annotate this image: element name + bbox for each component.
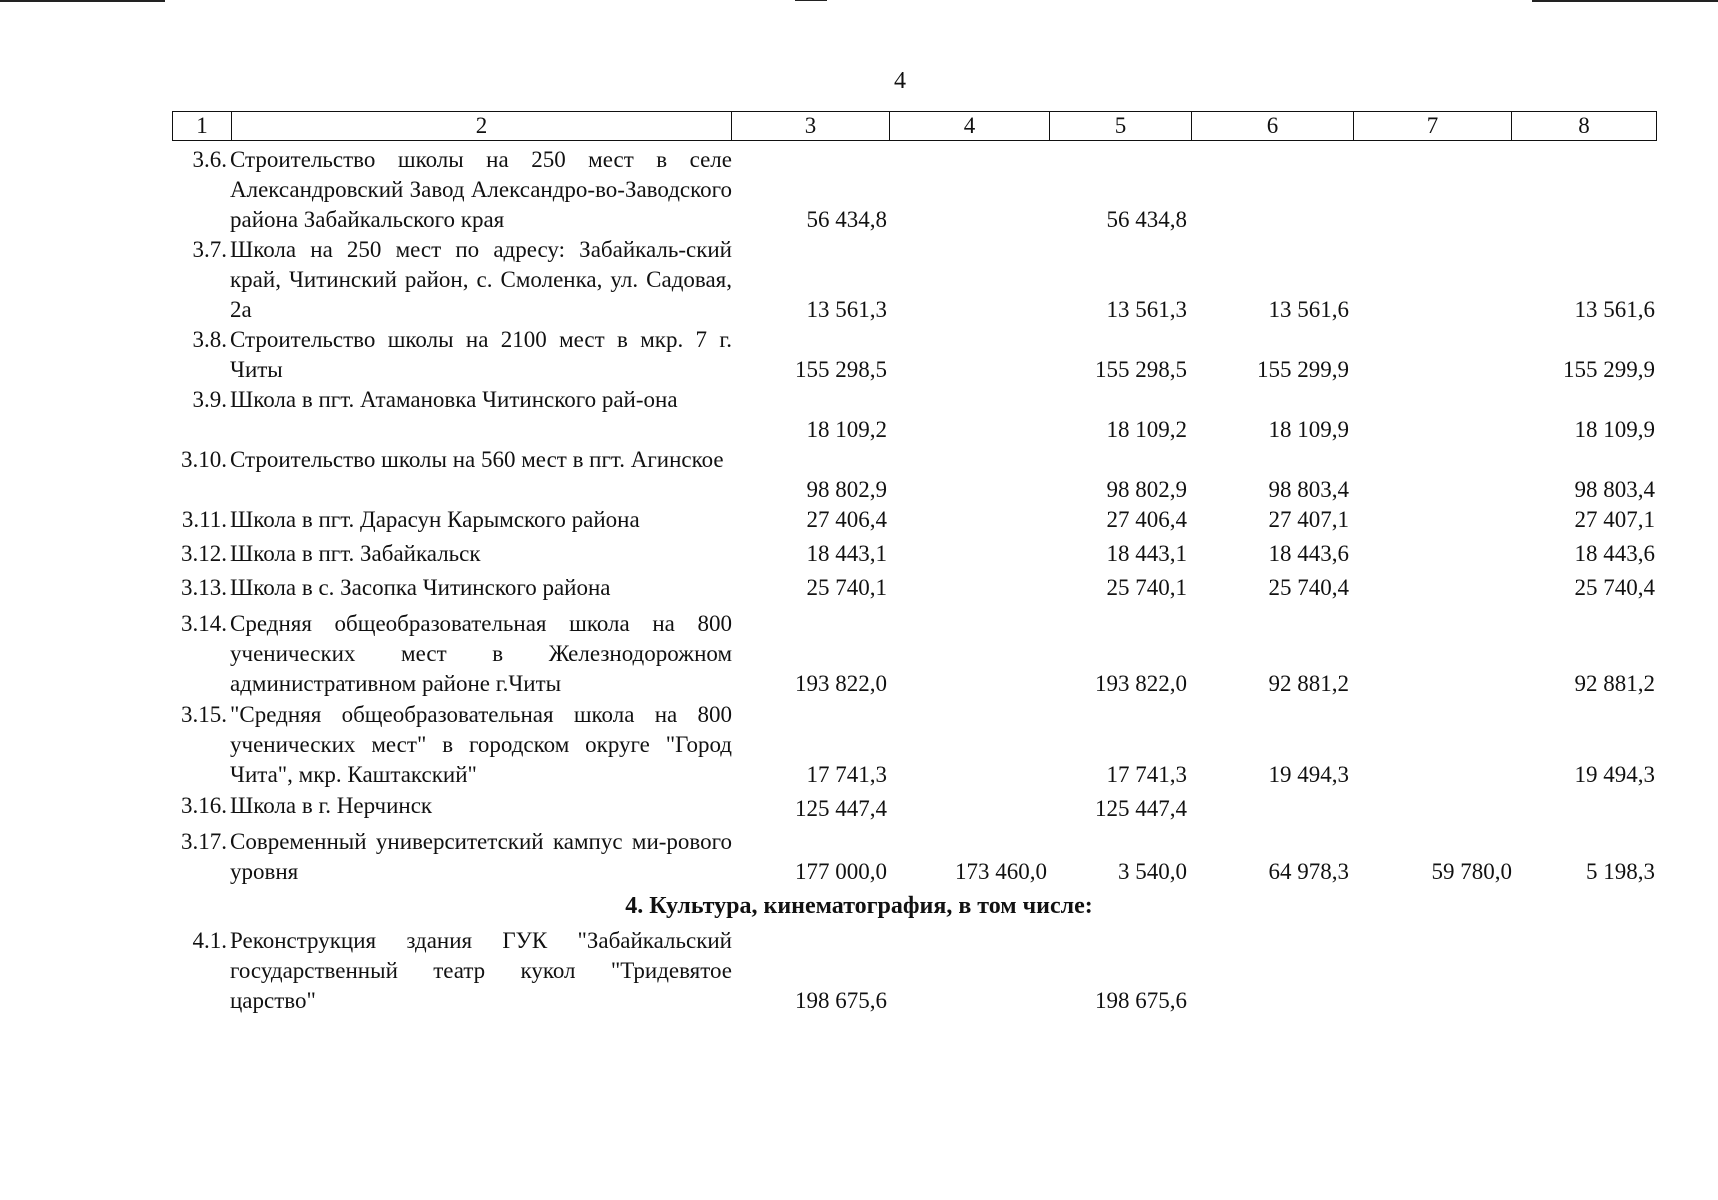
- cell-col-8: 98 803,4: [1574, 477, 1655, 502]
- row-title: Школа в пгт. Атамановка Читинского рай-она: [230, 387, 678, 412]
- cell-col-3: 13 561,3: [806, 297, 887, 322]
- cell-col-3: 56 434,8: [806, 207, 887, 232]
- cell-col-3: 25 740,1: [806, 575, 887, 600]
- header-col-8: 8: [1511, 112, 1656, 140]
- cell-col-6: 25 740,4: [1268, 575, 1349, 600]
- cell-col-6: 98 803,4: [1268, 477, 1349, 502]
- header-col-5: 5: [1049, 112, 1191, 140]
- table-row: [0, 445, 1718, 505]
- table-row: [0, 827, 1718, 889]
- row-title: Школа на 250 мест по адресу: Забайкаль-ский край, Читинский район, с. Смоленка, ул. Садовая, 2а: [230, 237, 732, 322]
- cell-col-6: 155 299,9: [1257, 357, 1349, 382]
- cell-col-6: 13 561,6: [1268, 297, 1349, 322]
- row-title: Школа в г. Нерчинск: [230, 793, 433, 818]
- page-number: 4: [894, 68, 906, 94]
- row-title: Реконструкция здания ГУК "Забайкальский государственный театр кукол "Тридевятое царство": [230, 928, 732, 1013]
- cell-col-8: 5 198,3: [1586, 859, 1655, 884]
- row-number: 3.12.: [181, 541, 227, 566]
- row-title: "Средняя общеобразовательная школа на 800 ученических мест" в городском округе "Город Чита", мкр. Каштакский": [230, 702, 732, 787]
- cell-col-5: 18 109,2: [1106, 417, 1187, 442]
- cell-col-3: 125 447,4: [795, 796, 887, 821]
- row-title: Строительство школы на 560 мест в пгт. Агинское: [230, 447, 724, 472]
- row-number: 3.13.: [181, 575, 227, 600]
- row-number: 3.16.: [181, 793, 227, 818]
- cell-col-6: 19 494,3: [1268, 762, 1349, 787]
- cell-col-6: 18 109,9: [1268, 417, 1349, 442]
- cell-col-8: 13 561,6: [1574, 297, 1655, 322]
- header-col-1: 1: [196, 113, 208, 138]
- top-edge-line-mid: [795, 0, 827, 1]
- top-edge-line-left: [0, 0, 165, 2]
- section-4-heading: 4. Культура, кинематография, в том числе:: [625, 893, 1093, 919]
- row-number: 3.9.: [192, 387, 227, 412]
- table-row: [0, 385, 1718, 445]
- row-title: Школа в пгт. Забайкальск: [230, 541, 481, 566]
- cell-col-5: 198 675,6: [1095, 988, 1187, 1013]
- row-title: Строительство школы на 250 мест в селе Александровский Завод Александро-во-Заводского района Забайкальского края: [230, 147, 732, 232]
- top-edge-line-right: [1532, 0, 1718, 2]
- cell-col-4: 173 460,0: [955, 859, 1047, 884]
- cell-col-3: 193 822,0: [795, 671, 887, 696]
- header-col-3: 3: [731, 112, 889, 140]
- cell-col-3: 18 443,1: [806, 541, 887, 566]
- table-row: [0, 609, 1718, 700]
- cell-col-5: 155 298,5: [1095, 357, 1187, 382]
- table-row: [0, 145, 1718, 235]
- row-number: 3.10.: [181, 447, 227, 472]
- cell-col-8: 18 443,6: [1574, 541, 1655, 566]
- table-row: [0, 573, 1718, 609]
- cell-col-3: 98 802,9: [806, 477, 887, 502]
- table-row: [0, 791, 1718, 827]
- cell-col-8: 25 740,4: [1574, 575, 1655, 600]
- cell-col-3: 17 741,3: [806, 762, 887, 787]
- table-row: [0, 325, 1718, 385]
- table-header-row: [172, 111, 1657, 141]
- cell-col-8: 155 299,9: [1563, 357, 1655, 382]
- row-title: Современный университетский кампус ми-рового уровня: [230, 829, 732, 884]
- cell-col-5: 98 802,9: [1106, 477, 1187, 502]
- cell-col-8: 92 881,2: [1574, 671, 1655, 696]
- cell-col-5: 27 406,4: [1106, 507, 1187, 532]
- cell-col-5: 13 561,3: [1106, 297, 1187, 322]
- cell-col-5: 17 741,3: [1106, 762, 1187, 787]
- cell-col-8: 19 494,3: [1574, 762, 1655, 787]
- cell-col-8: 18 109,9: [1574, 417, 1655, 442]
- table-row: [0, 700, 1718, 791]
- table-row: [0, 926, 1718, 1016]
- header-col-6: 6: [1191, 112, 1353, 140]
- row-number: 3.14.: [181, 611, 227, 636]
- row-number: 3.8.: [192, 327, 227, 352]
- row-number: 3.7.: [192, 237, 227, 262]
- cell-col-7: 59 780,0: [1431, 859, 1512, 884]
- header-col-2: 2: [231, 112, 731, 140]
- row-number: 3.17.: [181, 829, 227, 854]
- row-title: Строительство школы на 2100 мест в мкр. 7 г. Читы: [230, 327, 732, 382]
- cell-col-5: 193 822,0: [1095, 671, 1187, 696]
- cell-col-6: 27 407,1: [1268, 507, 1349, 532]
- row-title: Средняя общеобразовательная школа на 800 ученических мест в Железнодорожном административном районе г.Читы: [230, 611, 732, 696]
- cell-col-3: 27 406,4: [806, 507, 887, 532]
- cell-col-3: 18 109,2: [806, 417, 887, 442]
- cell-col-5: 3 540,0: [1118, 859, 1187, 884]
- row-number: 3.15.: [181, 702, 227, 727]
- header-col-7: 7: [1353, 112, 1511, 140]
- cell-col-6: 64 978,3: [1268, 859, 1349, 884]
- row-number: 4.1.: [192, 928, 227, 953]
- cell-col-5: 18 443,1: [1106, 541, 1187, 566]
- cell-col-6: 92 881,2: [1268, 671, 1349, 696]
- cell-col-3: 155 298,5: [795, 357, 887, 382]
- table-row: [0, 505, 1718, 539]
- cell-col-8: 27 407,1: [1574, 507, 1655, 532]
- row-number: 3.6.: [192, 147, 227, 172]
- cell-col-5: 56 434,8: [1106, 207, 1187, 232]
- row-title: Школа в пгт. Дарасун Карымского района: [230, 507, 640, 532]
- row-title: Школа в с. Засопка Читинского района: [230, 575, 611, 600]
- cell-col-3: 198 675,6: [795, 988, 887, 1013]
- table-row: [0, 235, 1718, 325]
- cell-col-5: 125 447,4: [1095, 796, 1187, 821]
- row-number: 3.11.: [181, 507, 227, 532]
- cell-col-3: 177 000,0: [795, 859, 887, 884]
- table-row: [0, 539, 1718, 573]
- cell-col-6: 18 443,6: [1268, 541, 1349, 566]
- header-col-4: 4: [889, 112, 1049, 140]
- cell-col-5: 25 740,1: [1106, 575, 1187, 600]
